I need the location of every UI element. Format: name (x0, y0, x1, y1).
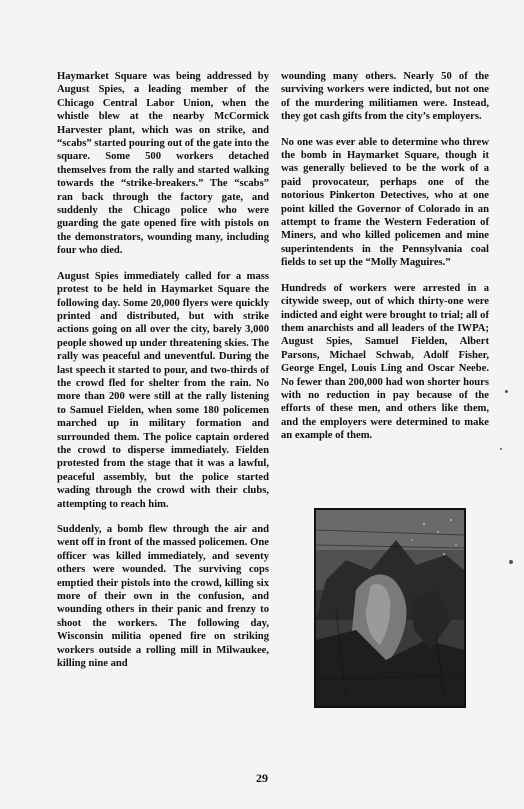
scan-speck (500, 448, 502, 450)
right-column (281, 70, 489, 455)
scan-speck (505, 390, 508, 393)
paragraph: Hundreds of workers were arrested in a citywide sweep, out of which thirty-one were indicted and eight were brought to trial; all of them anarchists and all leaders of the IWPA; August Spies, Samuel Fielden, Albert Parsons, Michael Schwab, Adolf Fisher, George Engel, Louis Ling and Oscar Neebe. No fewer than 200,000 had won shorter hours with no reduction in pay because of the efforts of these men, and others like them, and the employers were determined to make an example of them. (281, 282, 489, 442)
paragraph: Suddenly, a bomb flew through the air and went off in front of the massed policemen. One officer was killed immediately, and seventy others were wounded. The surviving cops emptied their pistols into the crowd, killing six more of their own in the confusion, and wounding others in their panic and frenzy to shoot the workers. The following day, Wisconsin militia opened fire on striking workers outside a rolling mill in Milwaukee, killing nine and (57, 524, 269, 670)
engraving-image (316, 510, 464, 706)
left-column (57, 70, 269, 682)
paragraph: August Spies immediately called for a mass protest to be held in Haymarket Square the following day. Some 20,000 flyers were quickly printed and distributed, but with strike actions going on all over the city, barely 3,000 people showed up under threatening skies. The rally was peaceful and uneventful. During the last speech it started to pour, and two-thirds of the crowd fled for shelter from the rain. No more than 200 were still at the rally listening to Samuel Fielden, when some 180 policemen marched up in military formation and surrounded them. The police captain ordered the crowd to disperse immediately. Fielden protested from the stage that it was a lawful, peaceful assembly, but the police started wading through the crowd with their clubs, attempting to reach him. (57, 270, 269, 510)
paragraph: wounding many others. Nearly 50 of the surviving workers were indicted, but not one of the murdering militiamen were. Instead, they got cash gifts from the city’s employers. (281, 71, 489, 123)
scan-speck (509, 560, 513, 564)
bomb-illustration (314, 508, 466, 708)
paragraph: No one was ever able to determine who threw the bomb in Haymarket Square, though it was generally believed to be the work of a paid provocateur, perhaps one of the notorious Pinkerton Detectives, who at one point killed the Governor of Colorado in an attempt to frame the Western Federation of Miners, and who killed policemen and mine superintendents in the Pennsylvania coal fields to set up the “Molly Maguires.” (281, 136, 489, 269)
page-number: 29 (256, 771, 268, 785)
paragraph: Haymarket Square was being addressed by August Spies, a leading member of the Chicago Central Labor Union, when the whistle blew at the nearby McCormick Harvester plant, which was on strike, and “scabs” started pouring out of the gate into the square. Some 500 workers detached themselves from the rally and started walking towards the “strike-breakers.” The “scabs” ran back through the factory gate, and suddenly the Chicago police who were guarding the gate opened fire with pistols on the demonstrators, wounding many, including four who died. (57, 71, 269, 257)
